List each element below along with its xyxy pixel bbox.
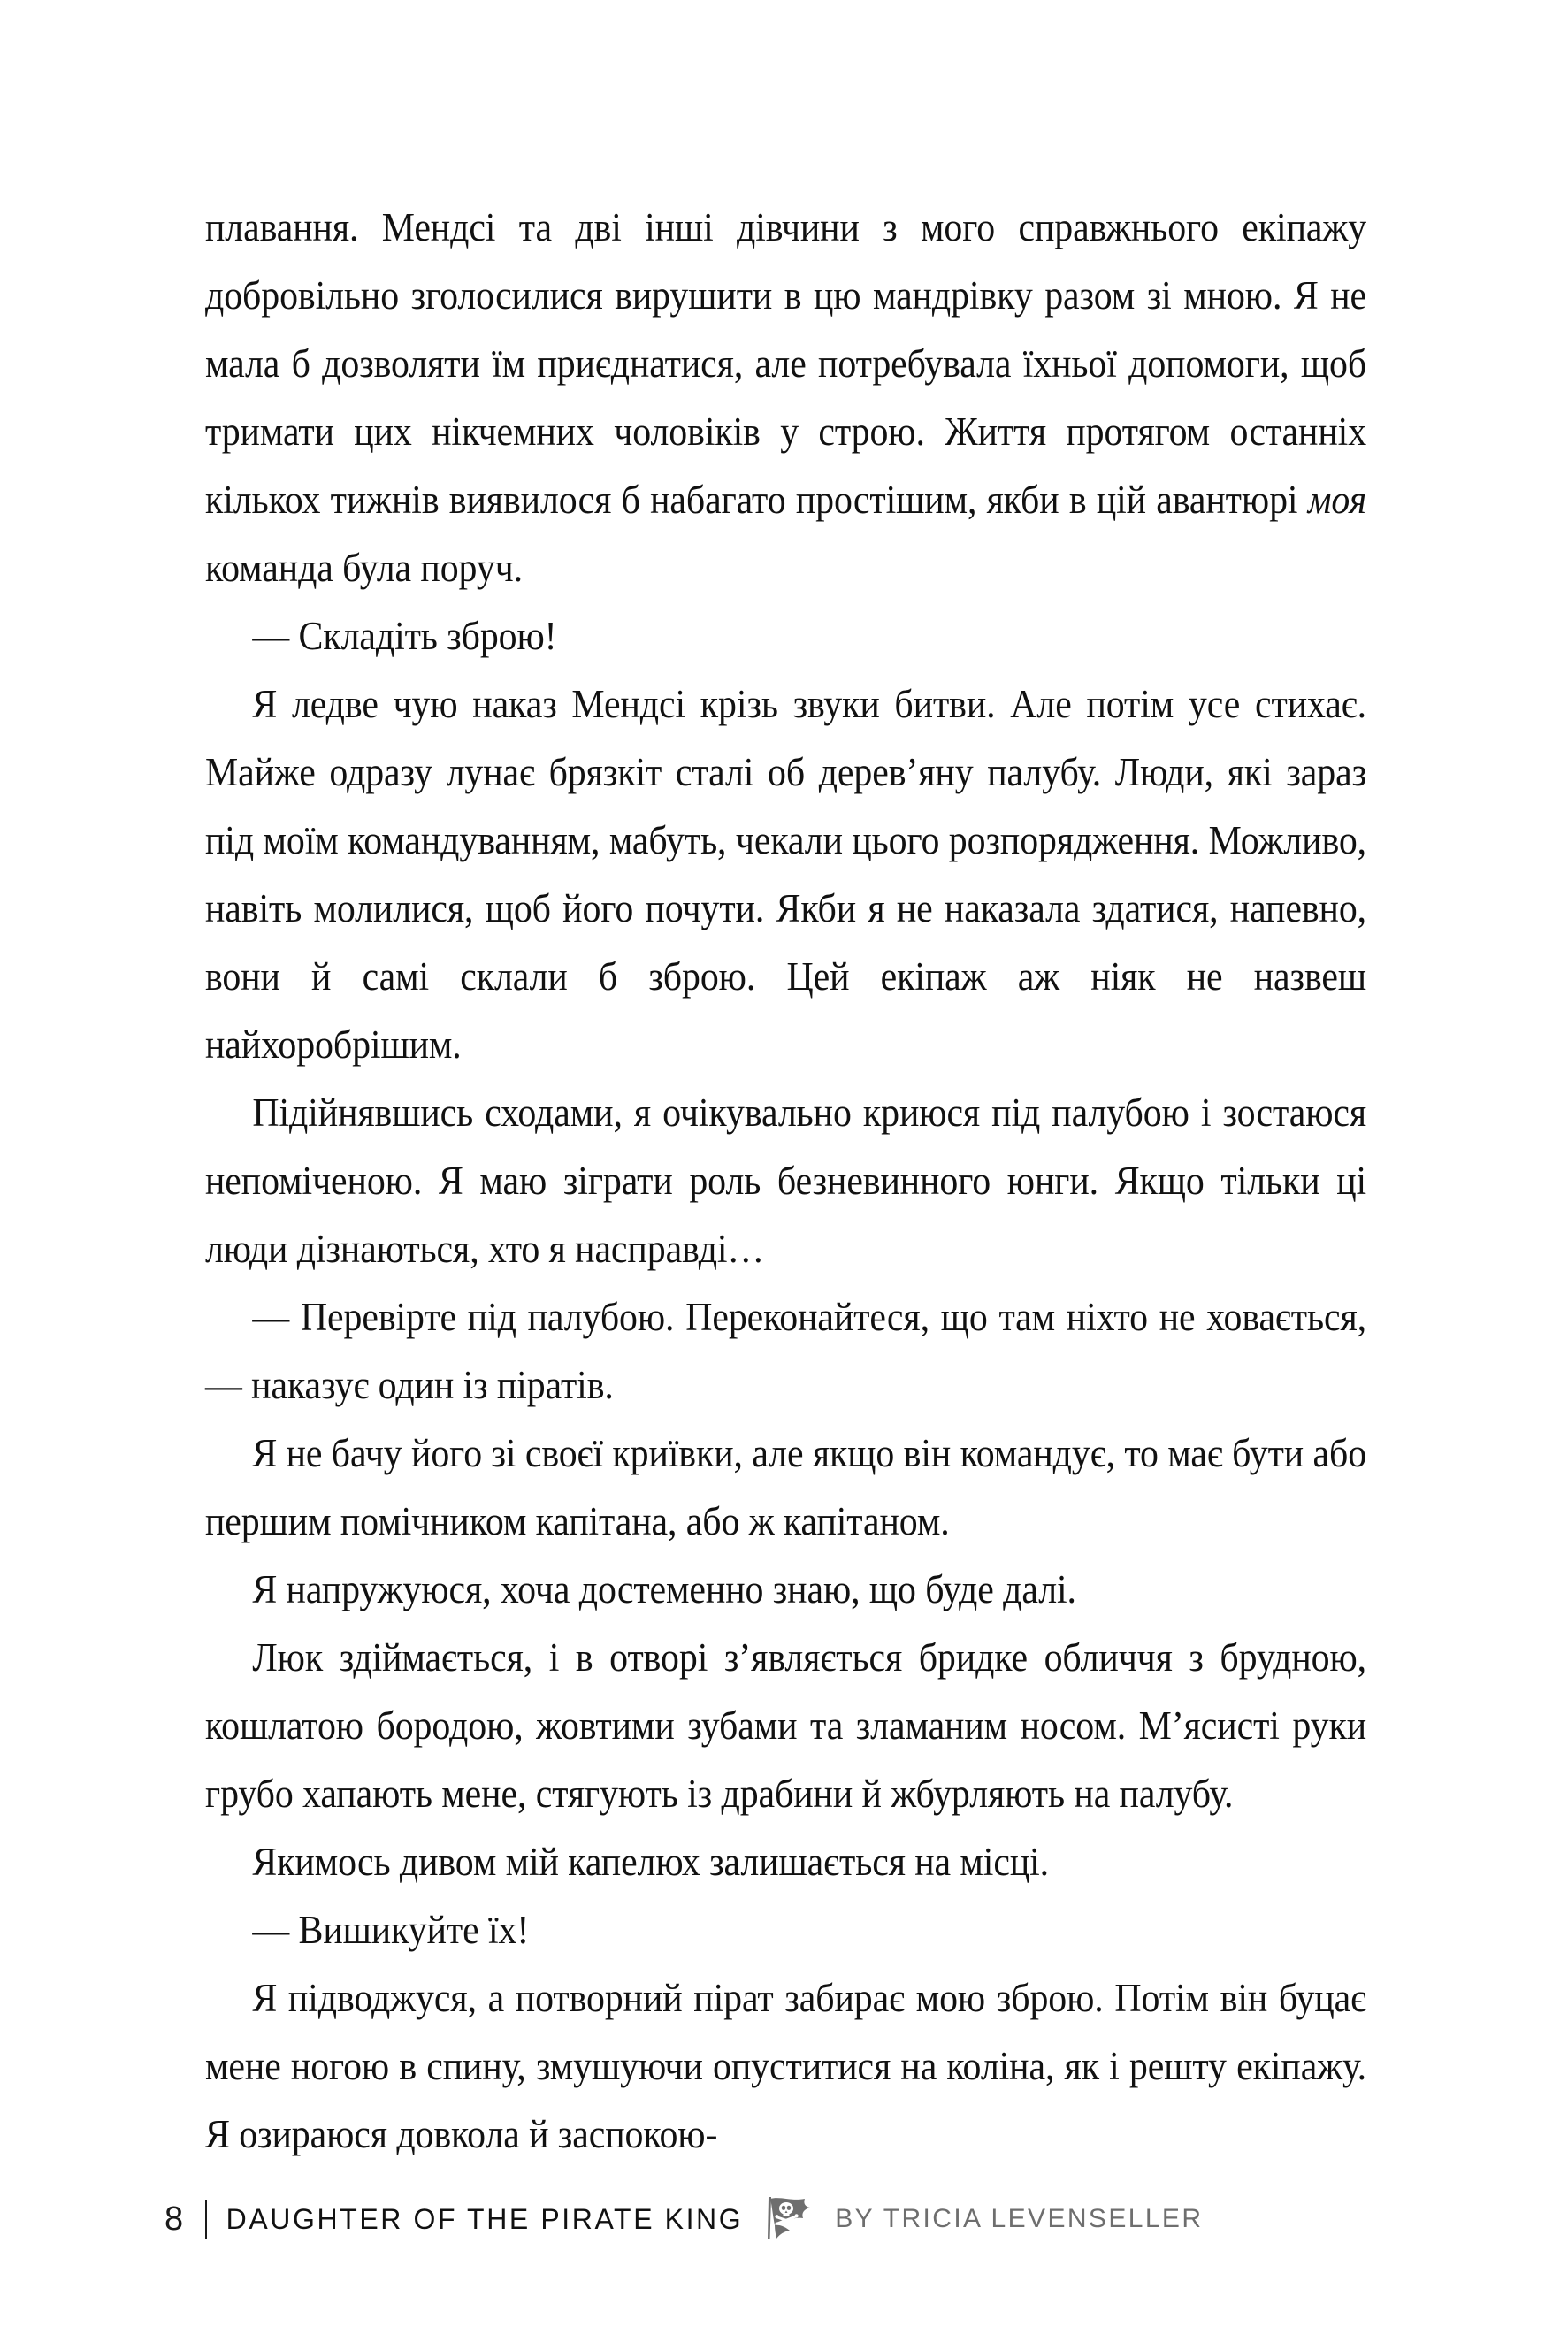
paragraph-10-dialogue: — Вишикуйте їх!: [252, 1907, 530, 1952]
paragraph-1-emphasis: моя: [1307, 477, 1367, 522]
page-number: 8: [164, 2201, 184, 2238]
running-foot-title: DAUGHTER OF THE PIRATE KING: [226, 2203, 744, 2235]
folio-divider: [205, 2200, 207, 2239]
paragraph-8: Люк здіймається, і в отворі з’являється бридке обличчя з брудною, кошлатою бородою, жовтими зубами та зламаним носом. М’ясисті руки грубо хапають мене, стягують із драбини й жбурляють на палубу.: [205, 1634, 1367, 1816]
paragraph-3: Я ледве чую наказ Мендсі крізь звуки битви. Але потім усе стихає. Майже одразу лунає брязкіт сталі об дерев’яну палубу. Люди, які зараз під моїм командуванням, мабуть, чекали цього розпорядження. Можливо, навіть молилися, щоб його почути. Якби я не наказала здатися, напевно, вони й самі склали б зброю. Цей екіпаж аж ніяк не назвеш найхоробрішим.: [205, 681, 1367, 1067]
running-foot: [164, 2194, 1203, 2244]
paragraph-7: Я напружуюся, хоча достеменно знаю, що буде далі.: [252, 1566, 1076, 1611]
paragraph-11: Я підводжуся, а потворний пірат забирає мою зброю. Потім він буцає мене ногою в спину, змушуючи опуститися на коліна, як і решту екіпажу. Я озираюся довкола й заспокою-: [205, 1975, 1367, 2156]
paragraph-9: Якимось дивом мій капелюх залишається на місці.: [252, 1839, 1050, 1884]
paragraph-6: Я не бачу його зі своєї криївки, але якщо він командує, то має бути або першим помічником капітана, або ж капітаном.: [205, 1430, 1367, 1543]
paragraph-1: [205, 193, 1366, 601]
jolly-roger-flag-icon: [762, 2195, 817, 2244]
paragraph-4: Підійнявшись сходами, я очікувально криюся під палубою і зостаюся непоміченою. Я маю зіграти роль безневинного юнги. Якщо тільки ці люди дізнаються, хто я насправді…: [205, 1090, 1367, 1271]
paragraph-5-dialogue: — Перевірте під палубою. Переконайтеся, що там ніхто не ховається, — наказує один із піратів.: [205, 1294, 1367, 1407]
paragraph-1-text-b: команда була поруч.: [205, 545, 524, 590]
body-text-block: [205, 193, 1366, 2168]
running-foot-author: BY TRICIA LEVENSELLER: [835, 2204, 1204, 2233]
paragraph-2-dialogue: — Складіть зброю!: [252, 613, 557, 658]
paragraph-1-text-a: плавання. Мендсі та дві інші дівчини з мого справжнього екіпажу добровільно зголосилися вирушити в цю мандрівку разом зі мною. Я не мала б дозволяти їм приєднатися, але потребувала їхньої допомоги, щоб тримати цих нікчемних чоловіків у строю. Життя протягом останніх кількох тижнів виявилося б набагато простішим, якби в цій авантюрі: [205, 204, 1367, 522]
